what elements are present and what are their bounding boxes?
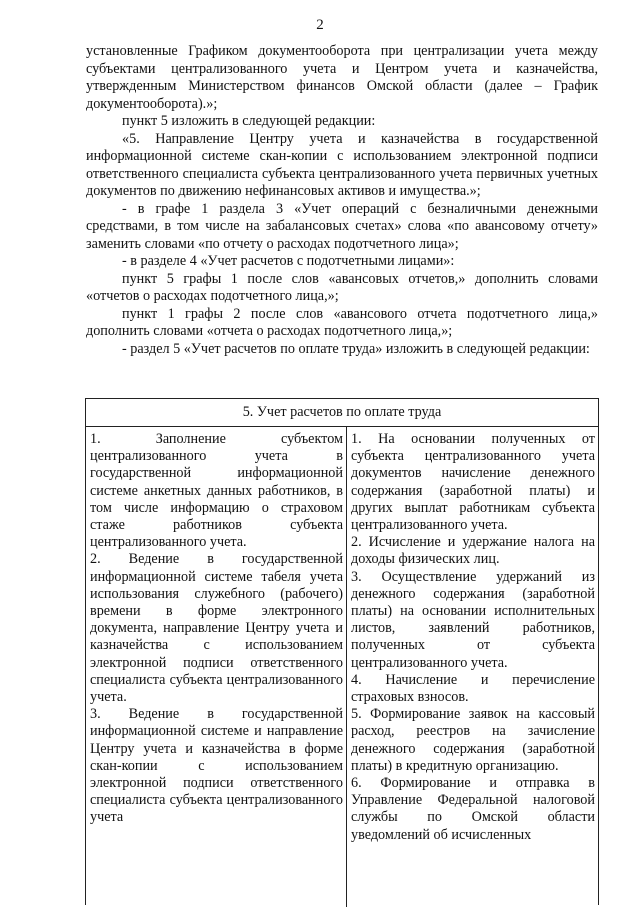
body-paragraph: пункт 5 графы 1 после слов «авансовых отчетов,» дополнить словами «отчетов о расходах подотчетного лица,»; bbox=[86, 270, 598, 304]
left-column bbox=[86, 427, 347, 907]
right-column-item: 3. Осуществление удержаний из денежного содержания (заработной платы) на основании исполнительных листов, заявлений работников, полученных от субъекта централизованного учета. bbox=[351, 568, 595, 671]
body-paragraph: - в графе 1 раздела 3 «Учет операций с безналичными денежными средствами, в том числе на забалансовых счетах» слова «по авансовому отчету» заменить словами «по отчету о расходах подотчетного лица»; bbox=[86, 200, 598, 252]
right-column-item: 1. На основании полученных от субъекта централизованного учета документов начисление денежного содержания (заработной платы) и других выплат работникам субъекта централизованного учета. bbox=[351, 431, 595, 534]
body-paragraph: «5. Направление Центру учета и казначейства в государственной информационной системе скан-копии с использованием электронной подписи ответственного специалиста субъекта централизованного учета первичных учетных документов по движению нефинансовых активов и имущества.»; bbox=[86, 130, 598, 199]
payroll-section-table bbox=[85, 398, 599, 905]
right-column-item: 2. Исчисление и удержание налога на доходы физических лиц. bbox=[351, 534, 595, 568]
body-paragraph: - в разделе 4 «Учет расчетов с подотчетными лицами»: bbox=[122, 253, 455, 269]
table-columns bbox=[86, 427, 598, 907]
right-column bbox=[347, 427, 598, 907]
right-column-item: 5. Формирование заявок на кассовый расход, реестров на зачисление денежного содержания (заработной платы) в кредитную организацию. bbox=[351, 706, 595, 774]
body-paragraph: установленные Графиком документооборота при централизации учета между субъектами централизованного учета и Центром учета и казначейства, утвержденным Министерством финансов Омской области (далее – График документооборота).»; bbox=[86, 43, 598, 112]
table-title: 5. Учет расчетов по оплате труда bbox=[86, 399, 598, 427]
left-column-item: 3. Ведение в государственной информационной системе и направление Центру учета и казначейства в форме скан-копии с использованием электронной подписи ответственного специалиста субъекта централизованного учета bbox=[90, 706, 343, 826]
body-paragraph: - раздел 5 «Учет расчетов по оплате труда» изложить в следующей редакции: bbox=[122, 340, 590, 357]
left-column-item: 1. Заполнение субъектом централизованного учета в государственной информационной системе анкетных данных работников, в том числе информацию о страховом стаже работников субъекта централизованного учета. bbox=[90, 431, 343, 551]
page-number: 2 bbox=[316, 17, 324, 33]
right-column-item: 4. Начисление и перечисление страховых взносов. bbox=[351, 671, 595, 706]
body-text bbox=[86, 43, 598, 358]
right-column-item: 6. Формирование и отправка в Управление Федеральной налоговой службы по Омской области уведомлений об исчисленных bbox=[351, 775, 595, 843]
body-paragraph: пункт 1 графы 2 после слов «авансового отчета подотчетного лица,» дополнить словами «отчета о расходах подотчетного лица,»; bbox=[86, 305, 598, 339]
body-paragraph: пункт 5 изложить в следующей редакции: bbox=[122, 113, 376, 129]
left-column-item: 2. Ведение в государственной информационной системе табеля учета использования служебного (рабочего) времени в форме электронного документа, направление Центру учета и казначейства с использованием электронной подписи ответственного специалиста субъекта централизованного учета. bbox=[90, 551, 343, 706]
